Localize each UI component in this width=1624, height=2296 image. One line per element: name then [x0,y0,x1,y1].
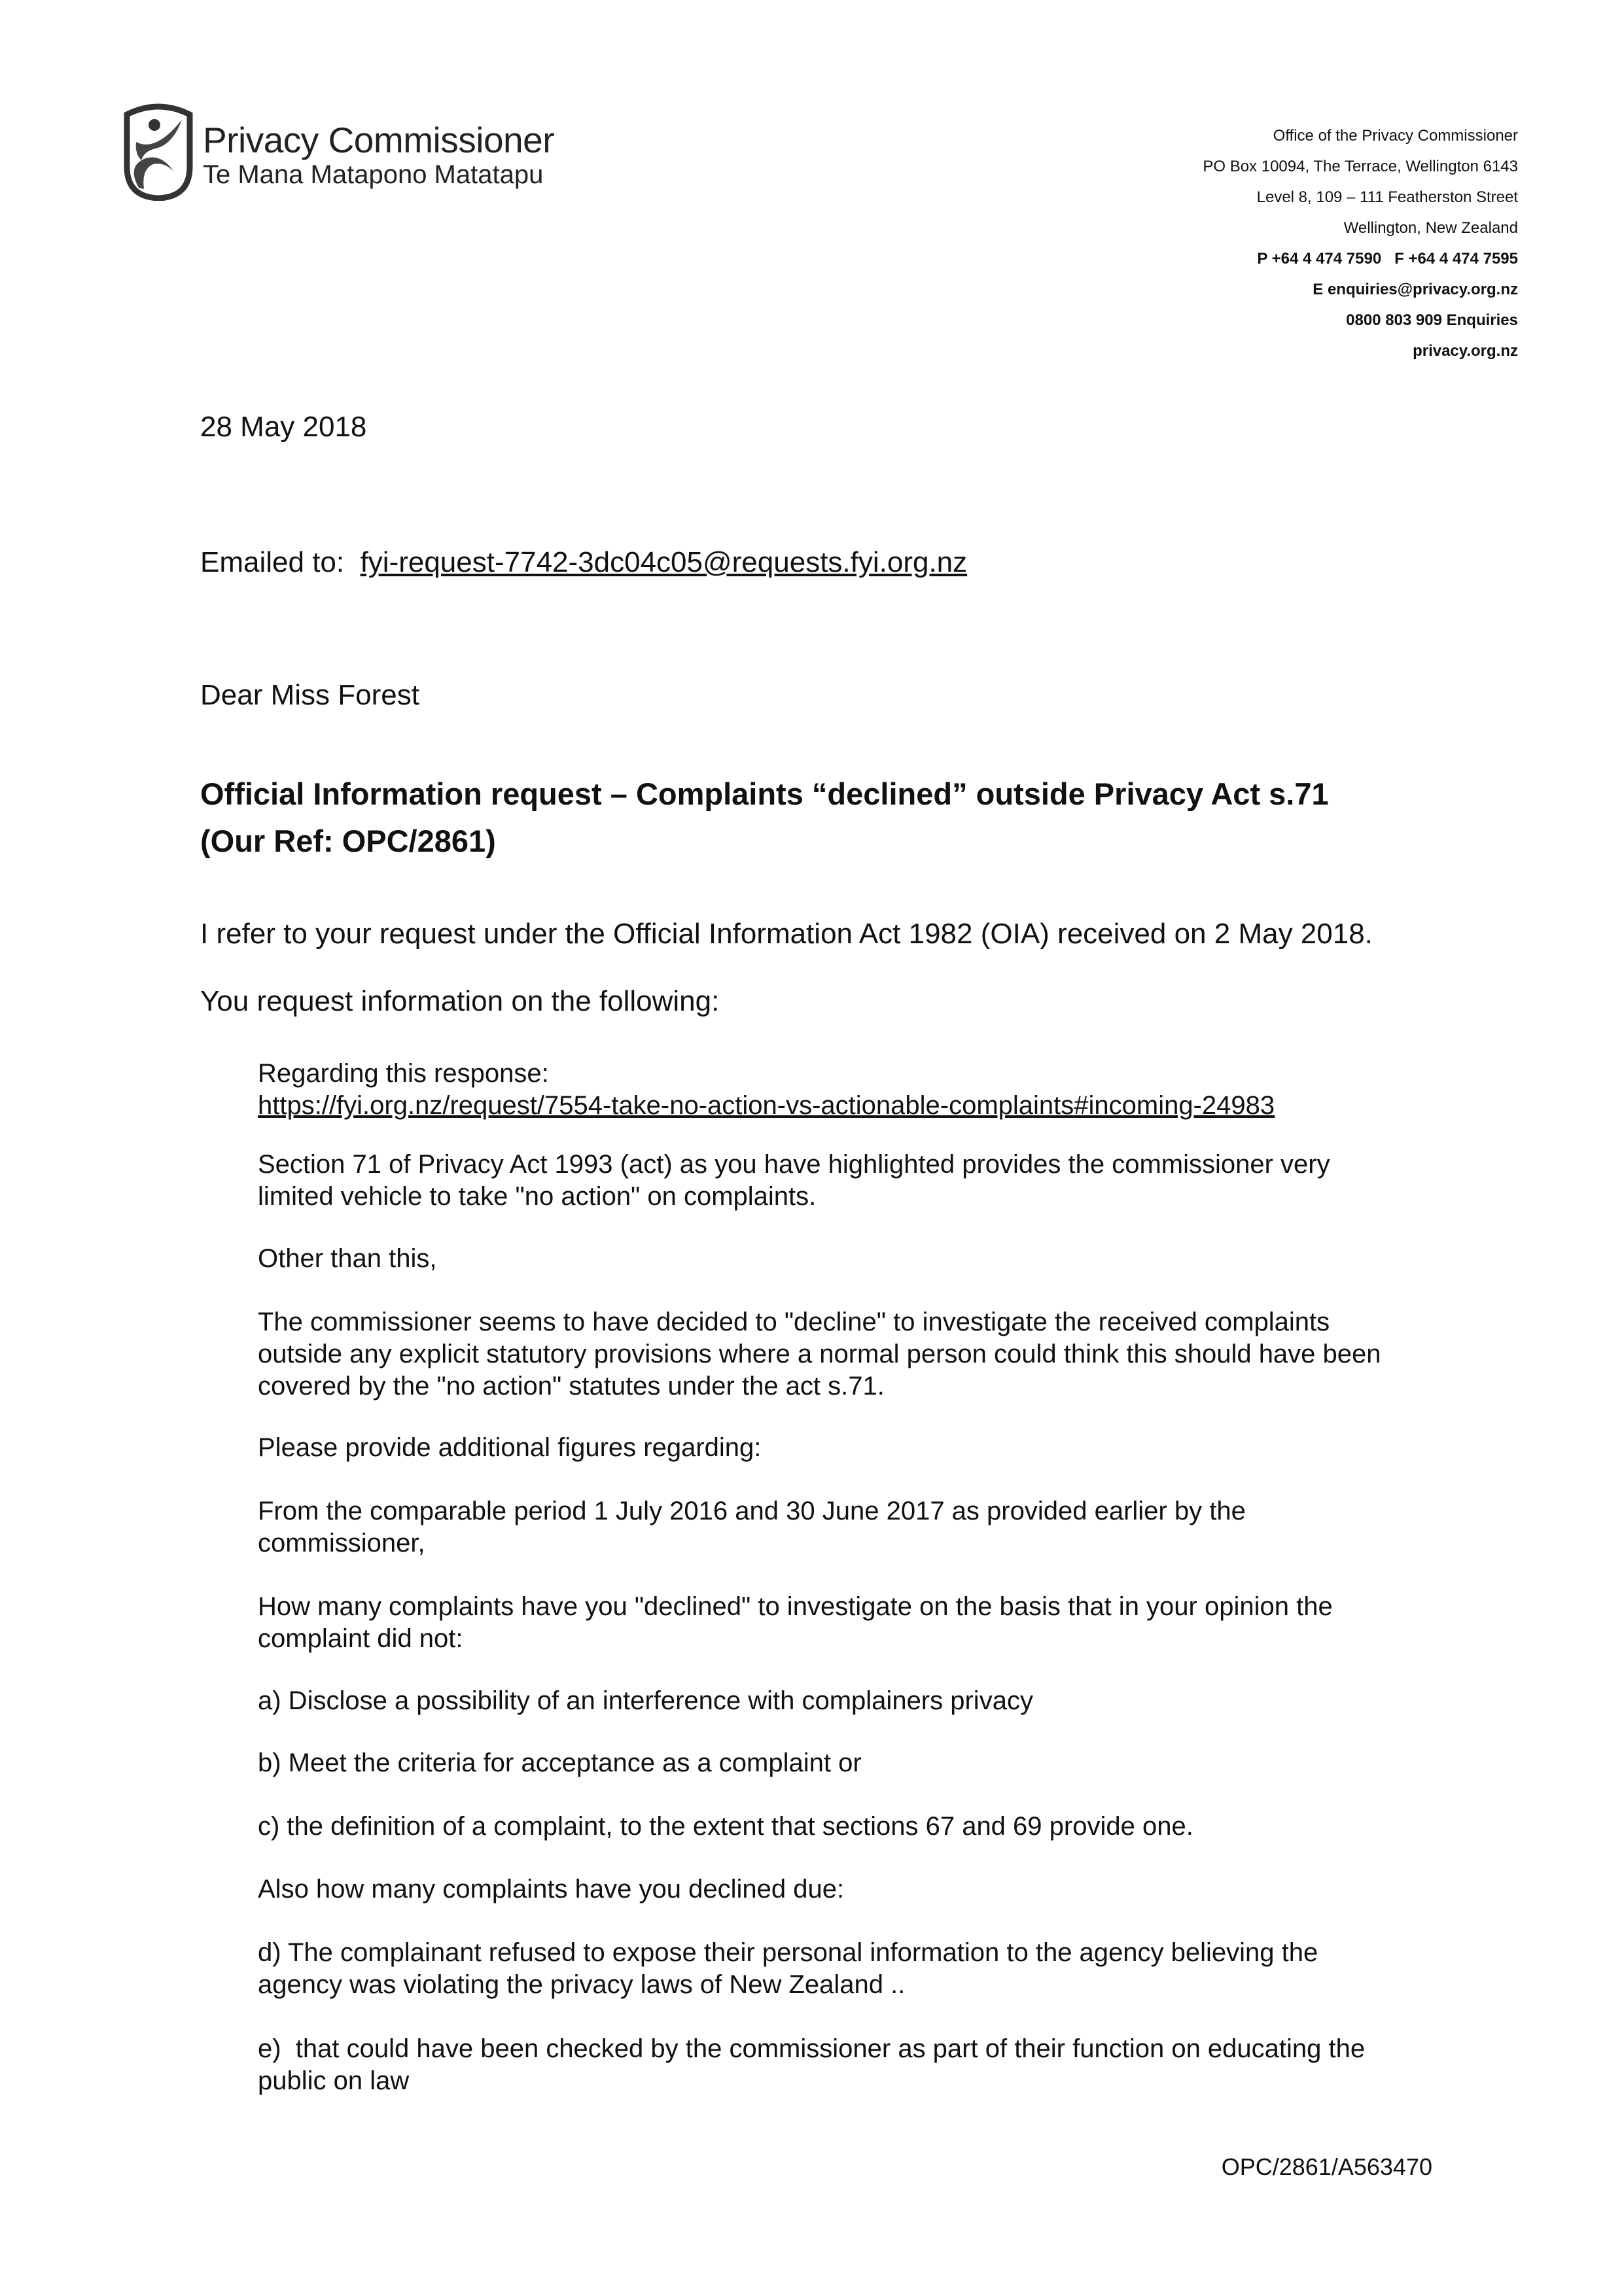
list-item-a [258,1685,1033,1717]
address-line: PO Box 10094, The Terrace, Wellington 6143 [1203,158,1518,175]
quoted-paragraph [258,1149,1330,1213]
text-line: agency was violating the privacy laws of New Zealand .. [258,1970,906,1999]
text-line: The commissioner seems to have decided to "decline" to investigate the received complaints [258,1308,1330,1336]
text-line: d) The complainant refused to expose their personal information to the agency believing the [258,1938,1318,1967]
text-line: a) Disclose a possibility of an interference with complainers privacy [258,1686,1033,1715]
quoted-paragraph [258,1495,1246,1559]
text-line: outside any explicit statutory provisions where a normal person could think this should have been [258,1340,1381,1368]
subject-line-2: (Our Ref: OPC/2861) [200,824,496,858]
address-line: Office of the Privacy Commissioner [1273,127,1518,145]
document-reference: OPC/2861/A563470 [1221,2153,1432,2180]
intro-paragraph: I refer to your request under the Official Information Act 1982 (OIA) received on 2 May 2018. [200,918,1373,950]
regarding-label: Regarding this response: [258,1059,549,1088]
address-line: Wellington, New Zealand [1343,219,1518,237]
address-line: Level 8, 109 – 111 Featherston Street [1256,188,1518,206]
text-line: complaint did not: [258,1624,463,1653]
enquiries-phone: 0800 803 909 Enquiries [1346,311,1518,329]
text-line: e) that could have been checked by the commissioner as part of their function on educating the [258,2034,1366,2063]
phone-fax: P +64 4 474 7590 F +64 4 474 7595 [1257,250,1518,268]
request-intro: You request information on the following: [200,985,720,1017]
recipient-email-link[interactable]: fyi-request-7742-3dc04c05@requests.fyi.org.nz [360,546,968,578]
text-line: b) Meet the criteria for acceptance as a complaint or [258,1748,862,1777]
quoted-paragraph [258,1243,436,1275]
text-line: Also how many complaints have you declined due: [258,1875,845,1904]
text-line: From the comparable period 1 July 2016 and 30 June 2017 as provided earlier by the [258,1497,1246,1525]
letter-date: 28 May 2018 [200,411,367,443]
text-line: commissioner, [258,1529,425,1557]
emailed-to [200,546,967,580]
text-line: Please provide additional figures regarding: [258,1433,762,1462]
quoted-paragraph [258,1432,761,1464]
text-line: Other than this, [258,1244,437,1273]
subject-line-1: Official Information request – Complaints “declined” outside Privacy Act s.71 [200,776,1329,811]
list-item-e [258,2033,1365,2097]
quoted-paragraph [258,1873,844,1905]
text-line: Section 71 of Privacy Act 1993 (act) as you have highlighted provides the commissioner very [258,1150,1330,1179]
letterhead-address [1203,120,1518,366]
text-line: limited vehicle to take "no action" on complaints. [258,1182,817,1211]
salutation: Dear Miss Forest [200,679,419,711]
org-name: Privacy Commissioner [203,120,555,160]
quoted-regarding [258,1058,1275,1122]
list-item-c [258,1811,1193,1843]
website[interactable]: privacy.org.nz [1413,342,1518,360]
text-line: public on law [258,2066,410,2095]
list-item-d [258,1937,1318,2001]
text-line: covered by the "no action" statutes under the act s.71. [258,1372,885,1400]
quoted-paragraph [258,1591,1333,1655]
list-item-b [258,1747,862,1779]
org-name-maori: Te Mana Matapono Matatapu [203,160,544,189]
contact-email[interactable]: E enquiries@privacy.org.nz [1313,281,1518,298]
emailed-label: Emailed to: [200,546,345,578]
fyi-request-link[interactable]: https://fyi.org.nz/request/7554-take-no-action-vs-actionable-complaints#incoming-24983 [258,1091,1275,1120]
quoted-paragraph [258,1306,1381,1402]
text-line: c) the definition of a complaint, to the extent that sections 67 and 69 provide one. [258,1812,1193,1841]
text-line: How many complaints have you "declined" to investigate on the basis that in your opinion the [258,1592,1333,1621]
privacy-commissioner-logo [122,101,195,201]
